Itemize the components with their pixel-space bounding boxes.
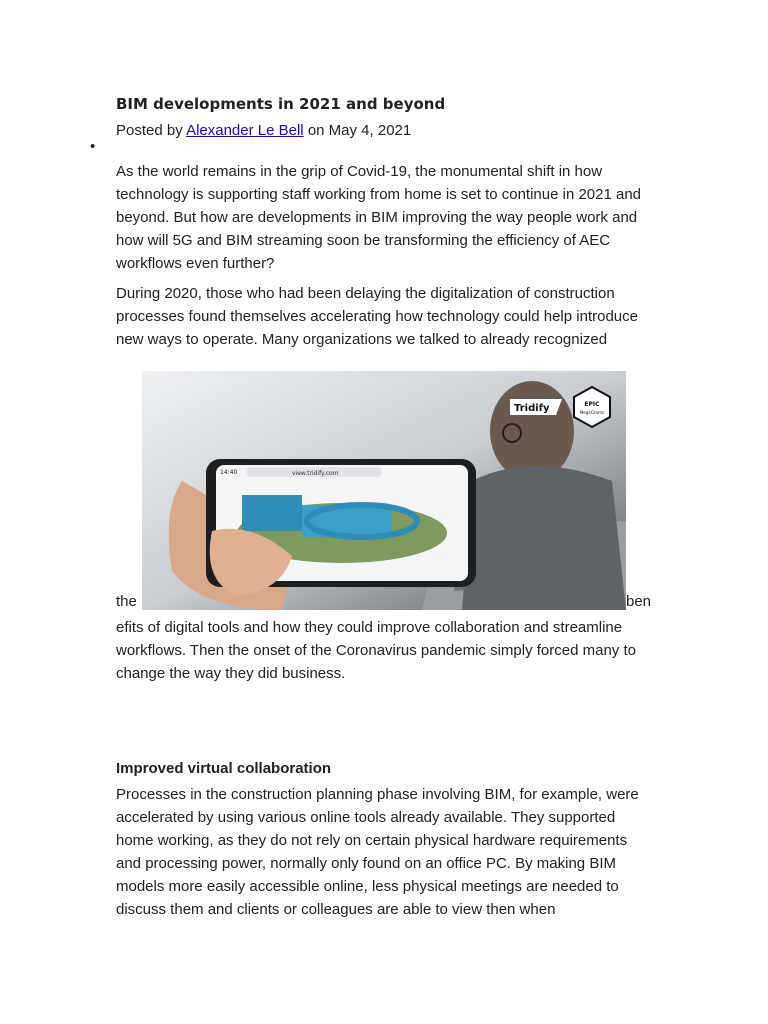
badge-text-epic: EPIC bbox=[584, 401, 600, 408]
paragraph-benefits: efits of digital tools and how they could improve collaboration and streamline workflows. Then the onset of the Coronavirus pandemic simply forced many to change the way they did business. bbox=[116, 619, 636, 682]
paragraph-2020: During 2020, those who had been delaying the digitalization of construction processes found themselves accelerating how technology could help introduce new ways to operate. Many organizations we talked to already recognized bbox=[116, 285, 638, 348]
phone-time: 14:40 bbox=[220, 469, 238, 476]
inline-image-line bbox=[116, 371, 656, 613]
byline-date: on May 4, 2021 bbox=[307, 122, 412, 139]
list-bullet: • bbox=[90, 138, 96, 155]
byline bbox=[116, 122, 411, 139]
tridify-logo-text: Tridify bbox=[514, 403, 550, 414]
author-link[interactable]: Alexander Le Bell bbox=[186, 122, 304, 139]
section-heading: Improved virtual collaboration bbox=[116, 760, 332, 777]
inline-word-before: the bbox=[116, 593, 137, 610]
paragraph-collaboration: Processes in the construction planning phase involving BIM, for example, were accelerated by using various online tools already available. They supported home working, as they do not rely on certain physical hardware requirements and processing power, normally only found on an office PC. By making BIM models more easily accessible online, less physical meetings are needed to discuss them and clients or colleagues are able to view then when bbox=[116, 786, 639, 918]
paragraph-intro: As the world remains in the grip of Covid-19, the monumental shift in how technology is supporting staff working from home is set to continue in 2021 and beyond. But how are developments in BIM improving the way people work and how will 5G and BIM streaming soon be transforming the efficiency of AEC workflows even further? bbox=[116, 163, 642, 272]
article-image-illustration bbox=[142, 371, 626, 610]
badge-text-megagrants: MegaGrants bbox=[579, 410, 605, 415]
article-image bbox=[142, 371, 626, 610]
inline-word-after: ben bbox=[626, 593, 652, 610]
byline-prefix: Posted by bbox=[116, 122, 183, 139]
phone-url: view.tridify.com bbox=[292, 470, 339, 477]
article-title: BIM developments in 2021 and beyond bbox=[116, 95, 446, 113]
